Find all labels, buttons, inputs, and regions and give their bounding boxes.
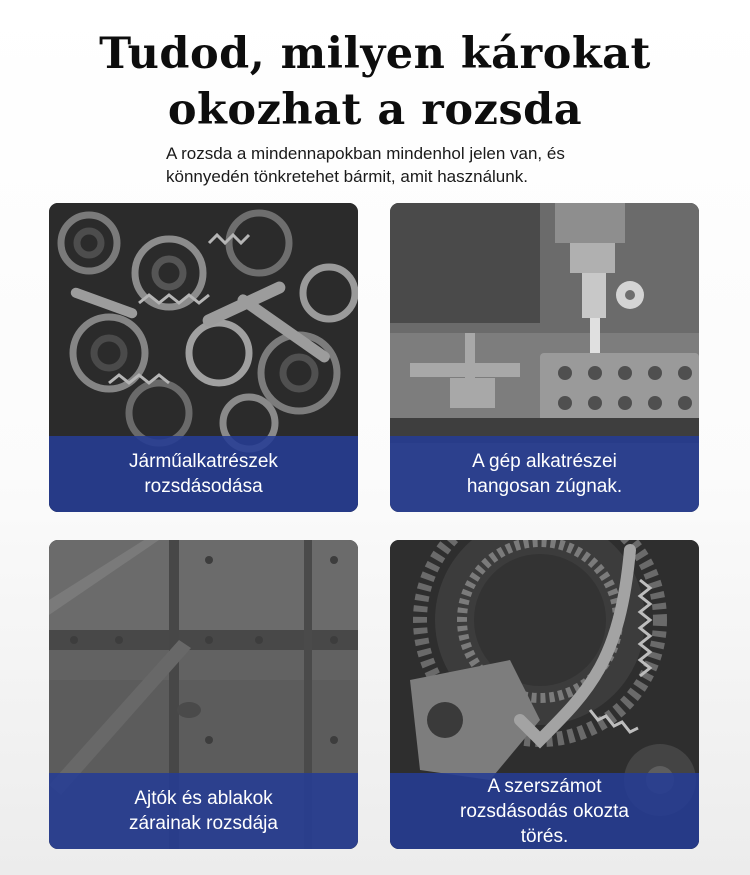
card-tool-breakage <box>390 540 699 849</box>
card-machine-parts <box>390 203 699 512</box>
page-subtitle: A rozsda a mindennapokban mindenhol jelen van, és könnyedén tönkretehet bármit, amit használunk. <box>166 144 565 186</box>
page-title-line-1: Tudod, milyen károkat <box>99 29 651 79</box>
page-title-line-2: okozhat a rozsda <box>167 85 583 135</box>
card-car-parts <box>49 203 358 512</box>
card-caption: Járműalkatrészek rozsdásodása <box>49 436 358 512</box>
card-caption: A gép alkatrészei hangosan zúgnak. <box>390 436 699 512</box>
card-caption: Ajtók és ablakok zárainak rozsdája <box>49 773 358 849</box>
page-title <box>0 26 750 138</box>
card-door-locks <box>49 540 358 849</box>
card-caption: A szerszámot rozsdásodás okozta törés. <box>390 773 699 849</box>
